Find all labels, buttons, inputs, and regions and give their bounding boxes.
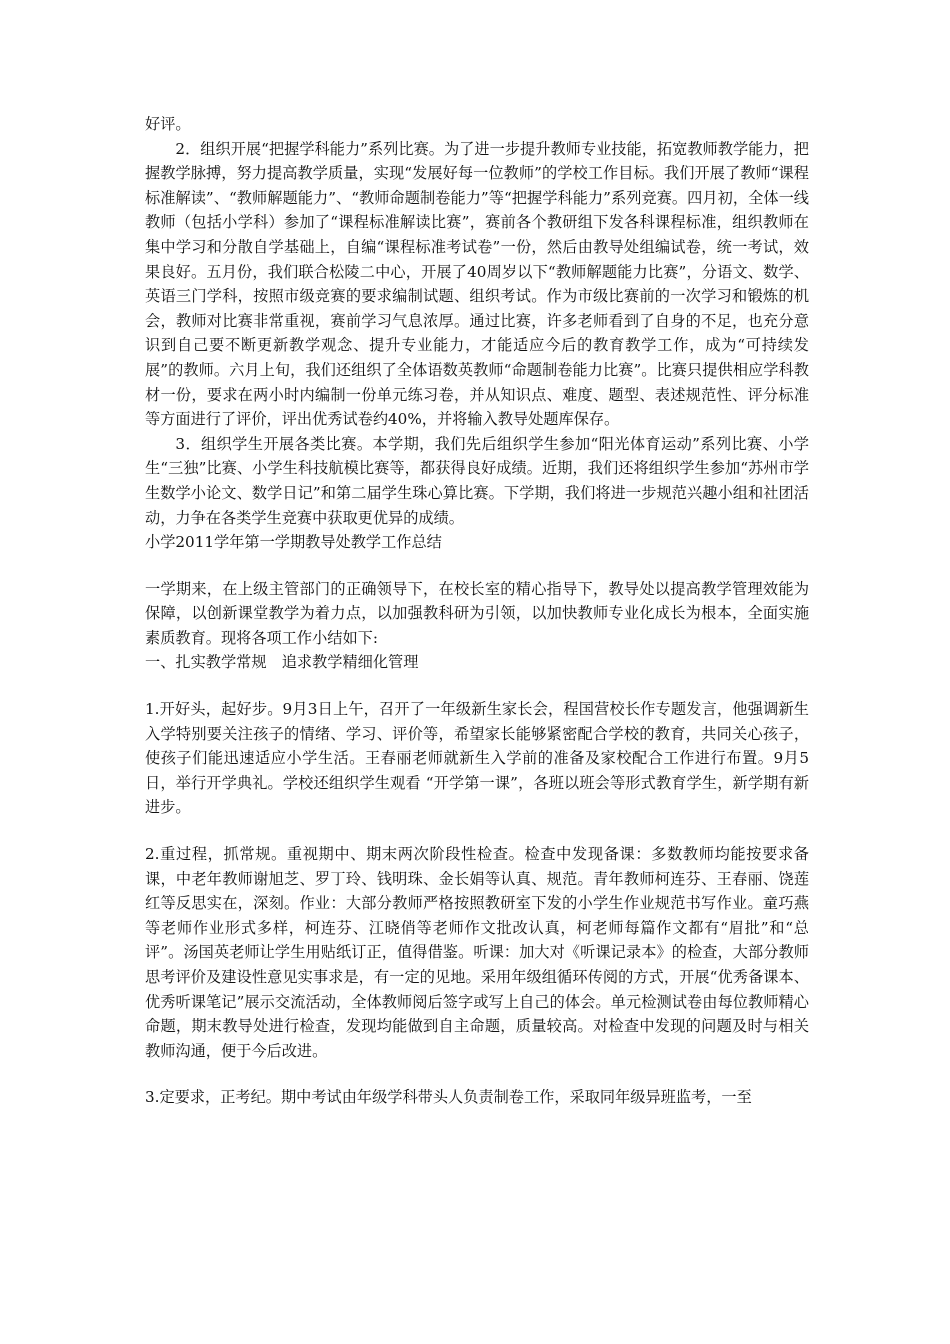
paragraph-fragment: 好评。 bbox=[145, 115, 191, 133]
section-heading: 一、扎实教学常规 追求教学精细化管理 bbox=[145, 653, 419, 672]
paragraph-item-3: 3.定要求，正考纪。期中考试由年级学科带头人负责制卷工作，采取同年级异班监考，一至 bbox=[145, 1088, 752, 1107]
document-title: 小学2011学年第一学期教导处教学工作总结 bbox=[145, 533, 442, 552]
paragraph-item-2: 2.重过程，抓常规。重视期中、期末两次阶段性检查。检查中发现备课：多数教师均能按要求备课，中老年教师谢旭芝、罗丁玲、钱明珠、金长娟等认真、规范。青年教师柯连芬、王春丽、饶莲红等反思实在，深刻。作业：大部分教师严格按照教研室下发的小学生作业规范书写作业。童巧燕等老师作业形式多样，柯连芬、江晓俏等老师作文批改认真，柯老师每篇作文都有“眉批”和“总评”。汤国英老师让学生用贴纸订正，值得借鉴。听课：加大对《听课记录本》的检查，大部分教师思考评价及建设性意见实事求是，有一定的见地。采用年级组循环传阅的方式，开展“优秀备课本、优秀听课笔记”展示交流活动，全体教师阅后签字或写上自己的体会。单元检测试卷由每位教师精心命题，期末教导处进行检查，发现均能做到自主命题，质量较高。对检查中发现的问题及时与相关教师沟通，便于今后改进。 bbox=[145, 845, 809, 1060]
paragraph-subject-competition: 2．组织开展“把握学科能力”系列比赛。为了进一步提升教师专业技能，拓宽教师教学能力，把握教学脉搏，努力提高教学质量，实现“发展好每一位教师”的学校工作目标。我们开展了教师“课程标准解读”、“教师解题能力”、“教师命题制卷能力”等“把握学科能力”系列竞赛。四月初，全体一线教师（包括小学科）参加了“课程标准解读比赛”，赛前各个教研组下发各科课程标准，组织教师在集中学习和分散自学基础上，自编“课程标准考试卷”一份，然后由教导处组编试卷，统一考试，效果良好。五月份，我们联合松陵二中心，开展了40周岁以下“教师解题能力比赛”，分语文、数学、英语三门学科，按照市级竞赛的要求编制试题、组织考试。作为市级比赛前的一次学习和锻炼的机会，教师对比赛非常重视，赛前学习气息浓厚。通过比赛，许多老师看到了自身的不足，也充分意识到自己要不断更新教学观念、提升专业能力，才能适应今后的教育教学工作，成为“可持续发展”的教师。六月上旬，我们还组织了全体语数英教师“命题制卷能力比赛”。比赛只提供相应学科教材一份，要求在两小时内编制一份单元练习卷，并从知识点、难度、题型、表述规范性、评分标准等方面进行了评价，评出优秀试卷约40%，并将输入教导处题库保存。 bbox=[145, 139, 809, 429]
document-page bbox=[145, 112, 809, 1110]
paragraph-intro: 一学期来，在上级主管部门的正确领导下，在校长室的精心指导下，教导处以提高教学管理效能为保障，以创新课堂教学为着力点，以加强教科研为引领，以加快教师专业化成长为根本，全面实施素质教育。现将各项工作小结如下: bbox=[145, 579, 809, 647]
paragraph-student-competition: 3．组织学生开展各类比赛。本学期，我们先后组织学生参加“阳光体育运动”系列比赛、小学生“三独”比赛、小学生科技航模比赛等，都获得良好成绩。近期，我们还将组织学生参加“苏州市学生数学小论文、数学日记”和第二届学生珠心算比赛。下学期，我们将进一步规范兴趣小组和社团活动，力争在各类学生竞赛中获取更优异的成绩。 bbox=[145, 434, 809, 527]
paragraph-item-1: 1.开好头，起好步。9月3日上午，召开了一年级新生家长会，程国营校长作专题发言，他强调新生入学特别要关注孩子的情绪、学习、评价等，希望家长能够紧密配合学校的教育，共同关心孩子，使孩子们能迅速适应小学生活。王春丽老师就新生入学前的准备及家校配合工作进行布置。9月5日，举行开学典礼。学校还组织学生观看 “开学第一课”，各班以班会等形式教育学生，新学期有新进步。 bbox=[145, 700, 809, 817]
